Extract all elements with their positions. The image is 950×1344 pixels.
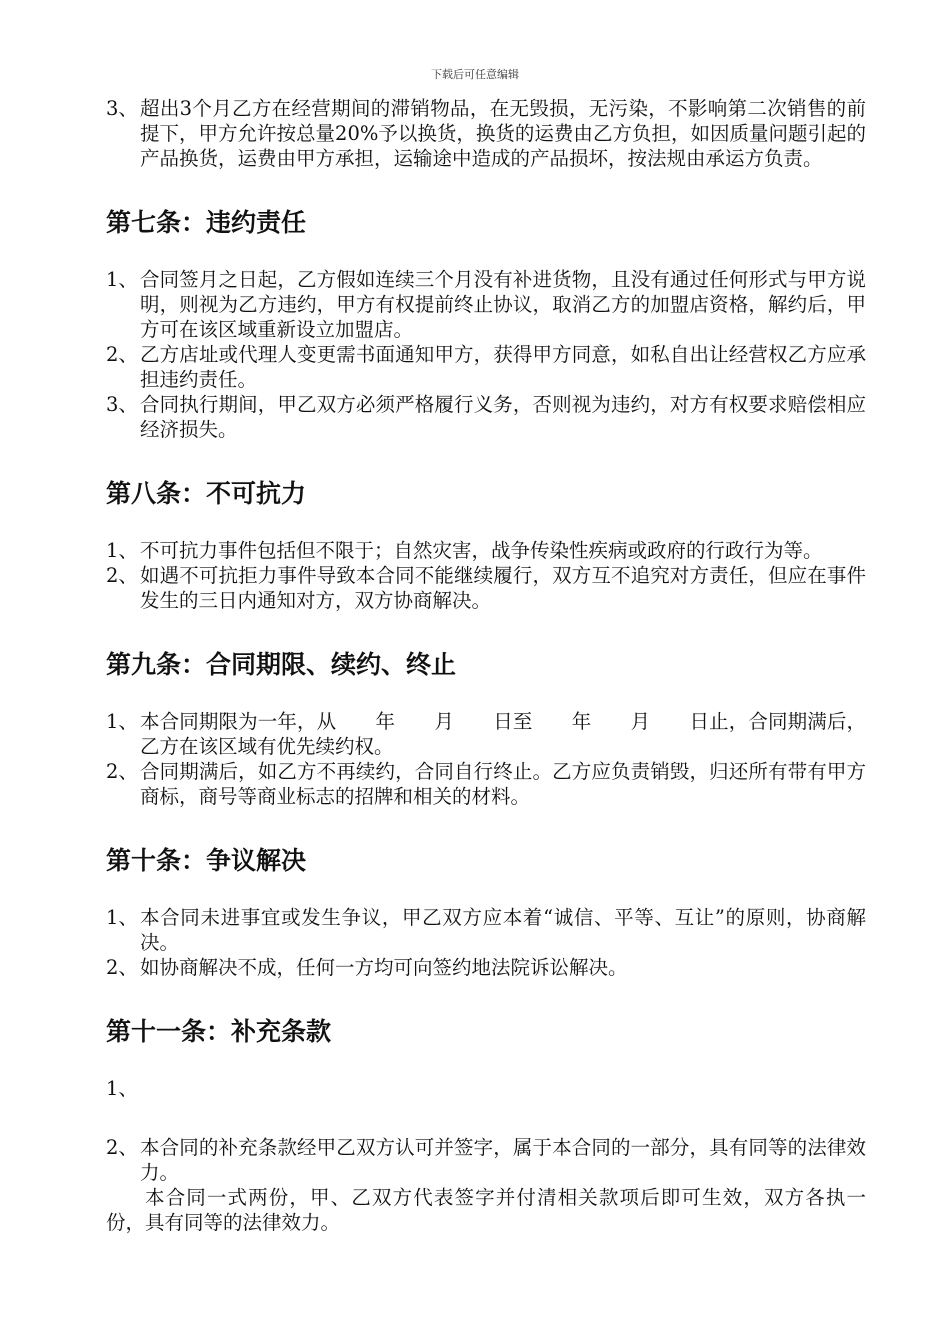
blank-space xyxy=(106,1101,866,1135)
clause-text: 本合同未进事宜或发生争议，甲乙双方应本着“诚信、平等、互让”的原则，协商解决。 xyxy=(140,906,866,954)
clause-number: 2、 xyxy=(106,760,138,783)
clause-text xyxy=(140,1076,866,1101)
clause-number: 1、 xyxy=(106,710,138,733)
clause-number: 2、 xyxy=(106,343,138,366)
clause-item xyxy=(106,1076,866,1101)
clause-item xyxy=(106,392,866,442)
clause-text: 乙方店址或代理人变更需书面通知甲方，获得甲方同意，如私自出让经营权乙方应承担违约责任。 xyxy=(140,343,866,391)
clause-item xyxy=(106,96,866,171)
page-header: 下载后可任意编辑 xyxy=(431,68,519,81)
clause-item xyxy=(106,538,866,563)
clause-text: 本合同期限为一年，从 年 月 日至 年 月 日止，合同期满后，乙方在该区域有优先续约权。 xyxy=(140,710,866,758)
clause-number: 1、 xyxy=(106,1077,138,1100)
closing-paragraph: 本合同一式两份，甲、乙双方代表签字并付清相关款项后即可生效，双方各执一份，具有同等的法律效力。 xyxy=(106,1186,866,1234)
clause-text: 如遇不可抗拒力事件导致本合同不能继续履行，双方互不追究对方责任，但应在事件发生的三日内通知对方，双方协商解决。 xyxy=(140,564,866,612)
document-body xyxy=(106,96,866,1235)
clause-number: 3、 xyxy=(106,393,138,416)
clause-item xyxy=(106,563,866,613)
clause-item xyxy=(106,267,866,342)
section-heading: 第十条：争议解决 xyxy=(106,846,307,875)
clause-number: 1、 xyxy=(106,268,138,291)
clause-number: 3、 xyxy=(106,97,138,120)
clause-text: 合同期满后，如乙方不再续约，合同自行终止。乙方应负责销毁，归还所有带有甲方商标，商号等商业标志的招牌和相关的材料。 xyxy=(140,760,866,808)
clause-number: 1、 xyxy=(106,539,138,562)
clause-number: 2、 xyxy=(106,1136,138,1159)
clause-item xyxy=(106,759,866,809)
clause-text: 本合同的补充条款经甲乙双方认可并签字，属于本合同的一部分，具有同等的法律效力。 xyxy=(140,1136,866,1184)
section-heading: 第七条：违约责任 xyxy=(106,208,307,237)
clause-item xyxy=(106,1135,866,1185)
clause-text: 超出3个月乙方在经营期间的滞销物品，在无毁损，无污染，不影响第二次销售的前提下，甲方允许按总量20%予以换货，换货的运费由乙方负担，如因质量问题引起的产品换货，运费由甲方承担，运输途中造成的产品损坏，按法规由承运方负责。 xyxy=(140,97,866,170)
clause-item xyxy=(106,955,866,980)
section-heading: 第八条：不可抗力 xyxy=(106,479,307,508)
clause-item xyxy=(106,709,866,759)
clause-number: 2、 xyxy=(106,564,138,587)
section-heading: 第九条：合同期限、续约、终止 xyxy=(106,650,457,679)
clause-text: 合同执行期间，甲乙双方必须严格履行义务，否则视为违约，对方有权要求赔偿相应经济损失。 xyxy=(140,393,866,441)
clause-text: 不可抗力事件包括但不限于；自然灾害，战争传染性疾病或政府的行政行为等。 xyxy=(140,539,823,562)
clause-number: 2、 xyxy=(106,956,138,979)
clause-text: 如协商解决不成，任何一方均可向签约地法院诉讼解决。 xyxy=(140,956,628,979)
clause-item xyxy=(106,905,866,955)
clause-text: 合同签月之日起，乙方假如连续三个月没有补进货物，且没有通过任何形式与甲方说明，则视为乙方违约，甲方有权提前终止协议，取消乙方的加盟店资格，解约后，甲方可在该区域重新设立加盟店。 xyxy=(140,268,866,341)
section-heading: 第十一条：补充条款 xyxy=(106,1017,332,1046)
clause-number: 1、 xyxy=(106,906,138,929)
clause-item xyxy=(106,342,866,392)
